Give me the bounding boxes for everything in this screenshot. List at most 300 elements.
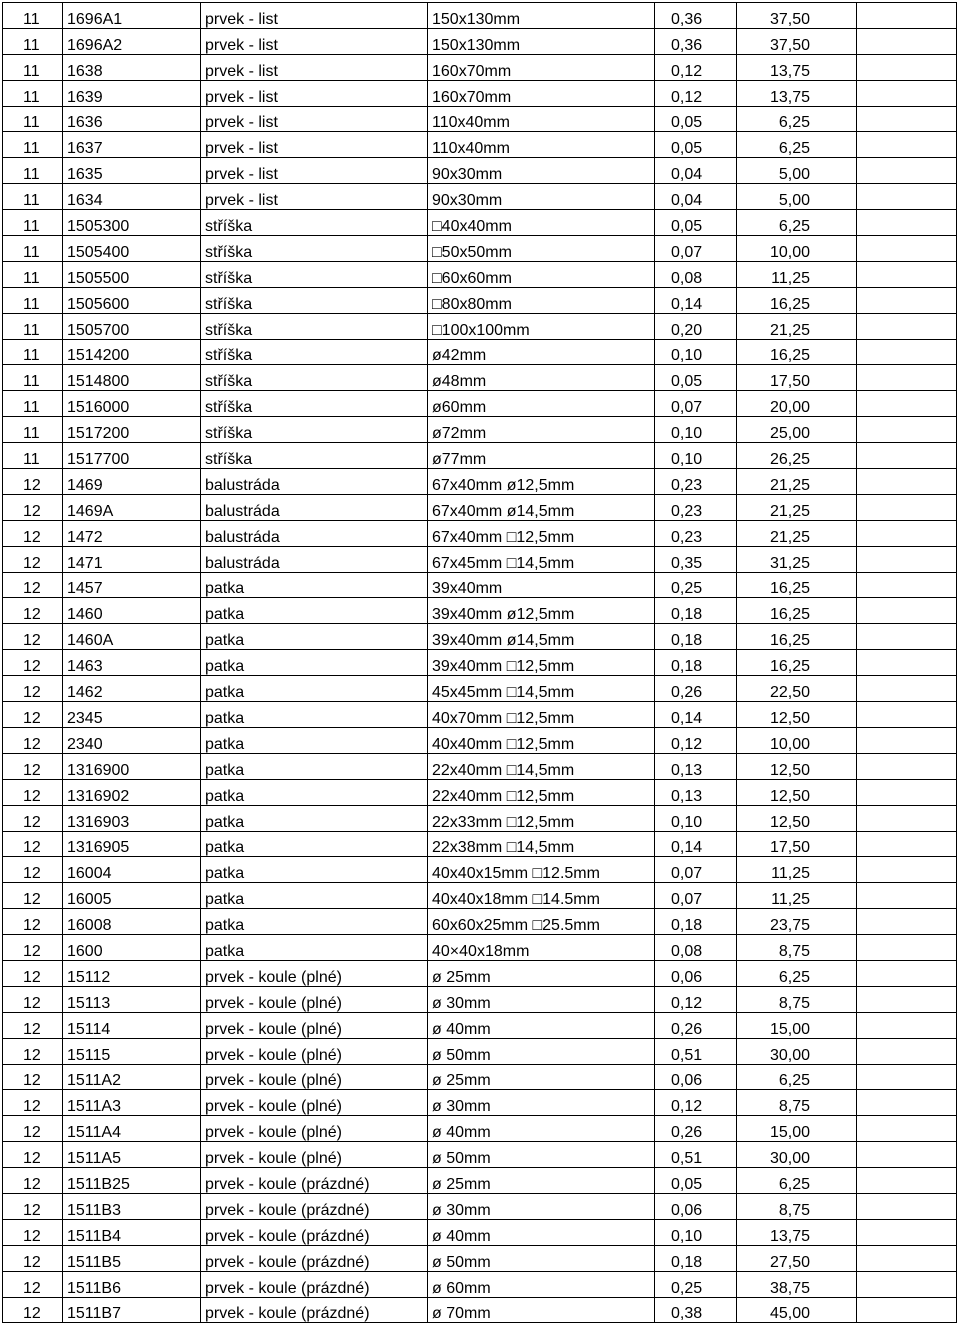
price-cell: 15,00 xyxy=(737,1116,857,1142)
code-cell: 1471 xyxy=(63,546,201,572)
table-row xyxy=(3,805,957,831)
price-cell: 16,25 xyxy=(737,598,857,624)
price-cell: 6,25 xyxy=(737,960,857,986)
empty-cell xyxy=(857,676,957,702)
empty-cell xyxy=(857,779,957,805)
name-cell: patka xyxy=(201,598,428,624)
code-cell: 1634 xyxy=(63,184,201,210)
empty-cell xyxy=(857,210,957,236)
empty-cell xyxy=(857,28,957,54)
code-cell: 1469 xyxy=(63,469,201,495)
weight-cell: 0,08 xyxy=(655,935,737,961)
name-cell: patka xyxy=(201,805,428,831)
empty-cell xyxy=(857,598,957,624)
empty-cell xyxy=(857,313,957,339)
weight-cell: 0,06 xyxy=(655,960,737,986)
group-cell: 11 xyxy=(3,365,63,391)
dimension-cell: ø 40mm xyxy=(428,1219,655,1245)
empty-cell xyxy=(857,1219,957,1245)
group-cell: 12 xyxy=(3,1142,63,1168)
group-cell: 12 xyxy=(3,546,63,572)
empty-cell xyxy=(857,909,957,935)
dimension-cell: 67x40mm ø14,5mm xyxy=(428,494,655,520)
name-cell: prvek - koule (plné) xyxy=(201,1090,428,1116)
price-cell: 10,00 xyxy=(737,236,857,262)
weight-cell: 0,26 xyxy=(655,1012,737,1038)
group-cell: 12 xyxy=(3,805,63,831)
dimension-cell: 45x45mm □14,5mm xyxy=(428,676,655,702)
table-row xyxy=(3,184,957,210)
price-cell: 21,25 xyxy=(737,469,857,495)
weight-cell: 0,12 xyxy=(655,1090,737,1116)
dimension-cell: 22x40mm □12,5mm xyxy=(428,779,655,805)
price-cell: 16,25 xyxy=(737,650,857,676)
empty-cell xyxy=(857,960,957,986)
price-cell: 11,25 xyxy=(737,261,857,287)
table-row xyxy=(3,1090,957,1116)
group-cell: 12 xyxy=(3,753,63,779)
weight-cell: 0,18 xyxy=(655,598,737,624)
name-cell: prvek - koule (plné) xyxy=(201,1064,428,1090)
price-cell: 21,25 xyxy=(737,494,857,520)
name-cell: stříška xyxy=(201,365,428,391)
code-cell: 16005 xyxy=(63,883,201,909)
group-cell: 11 xyxy=(3,236,63,262)
code-cell: 1514200 xyxy=(63,339,201,365)
name-cell: prvek - list xyxy=(201,54,428,80)
empty-cell xyxy=(857,986,957,1012)
dimension-cell: □100x100mm xyxy=(428,313,655,339)
code-cell: 1511A3 xyxy=(63,1090,201,1116)
group-cell: 12 xyxy=(3,779,63,805)
group-cell: 12 xyxy=(3,909,63,935)
name-cell: prvek - koule (prázdné) xyxy=(201,1245,428,1271)
code-cell: 1316902 xyxy=(63,779,201,805)
empty-cell xyxy=(857,1193,957,1219)
price-cell: 8,75 xyxy=(737,1193,857,1219)
name-cell: prvek - list xyxy=(201,3,428,29)
table-row xyxy=(3,106,957,132)
empty-cell xyxy=(857,624,957,650)
price-cell: 16,25 xyxy=(737,287,857,313)
price-cell: 12,50 xyxy=(737,779,857,805)
empty-cell xyxy=(857,54,957,80)
dimension-cell: ø 50mm xyxy=(428,1142,655,1168)
dimension-cell: 40x40x15mm □12.5mm xyxy=(428,857,655,883)
code-cell: 1505700 xyxy=(63,313,201,339)
price-cell: 6,25 xyxy=(737,210,857,236)
code-cell: 1472 xyxy=(63,520,201,546)
weight-cell: 0,20 xyxy=(655,313,737,339)
price-cell: 13,75 xyxy=(737,54,857,80)
code-cell: 1636 xyxy=(63,106,201,132)
weight-cell: 0,10 xyxy=(655,805,737,831)
name-cell: prvek - list xyxy=(201,28,428,54)
group-cell: 12 xyxy=(3,1245,63,1271)
table-row xyxy=(3,1193,957,1219)
group-cell: 11 xyxy=(3,106,63,132)
group-cell: 12 xyxy=(3,572,63,598)
price-cell: 45,00 xyxy=(737,1297,857,1323)
weight-cell: 0,23 xyxy=(655,494,737,520)
dimension-cell: 40x40mm □12,5mm xyxy=(428,727,655,753)
weight-cell: 0,05 xyxy=(655,210,737,236)
name-cell: patka xyxy=(201,857,428,883)
name-cell: prvek - koule (prázdné) xyxy=(201,1193,428,1219)
table-row xyxy=(3,753,957,779)
weight-cell: 0,14 xyxy=(655,287,737,313)
price-list-body xyxy=(3,3,957,1323)
table-row xyxy=(3,986,957,1012)
empty-cell xyxy=(857,572,957,598)
empty-cell xyxy=(857,443,957,469)
weight-cell: 0,04 xyxy=(655,184,737,210)
code-cell: 1505500 xyxy=(63,261,201,287)
code-cell: 1469A xyxy=(63,494,201,520)
dimension-cell: 22x33mm □12,5mm xyxy=(428,805,655,831)
price-cell: 8,75 xyxy=(737,986,857,1012)
name-cell: stříška xyxy=(201,210,428,236)
empty-cell xyxy=(857,546,957,572)
code-cell: 1638 xyxy=(63,54,201,80)
weight-cell: 0,10 xyxy=(655,443,737,469)
dimension-cell: ø42mm xyxy=(428,339,655,365)
name-cell: stříška xyxy=(201,339,428,365)
empty-cell xyxy=(857,365,957,391)
dimension-cell: 67x40mm ø12,5mm xyxy=(428,469,655,495)
dimension-cell: ø 25mm xyxy=(428,1064,655,1090)
name-cell: patka xyxy=(201,676,428,702)
table-row xyxy=(3,80,957,106)
group-cell: 12 xyxy=(3,727,63,753)
table-row xyxy=(3,909,957,935)
name-cell: prvek - koule (plné) xyxy=(201,986,428,1012)
weight-cell: 0,06 xyxy=(655,1193,737,1219)
table-row xyxy=(3,365,957,391)
table-row xyxy=(3,650,957,676)
table-row xyxy=(3,960,957,986)
table-row xyxy=(3,391,957,417)
price-cell: 37,50 xyxy=(737,3,857,29)
group-cell: 12 xyxy=(3,960,63,986)
price-cell: 6,25 xyxy=(737,1168,857,1194)
weight-cell: 0,18 xyxy=(655,624,737,650)
group-cell: 12 xyxy=(3,650,63,676)
group-cell: 11 xyxy=(3,287,63,313)
weight-cell: 0,10 xyxy=(655,339,737,365)
code-cell: 1460 xyxy=(63,598,201,624)
name-cell: patka xyxy=(201,935,428,961)
group-cell: 11 xyxy=(3,443,63,469)
price-cell: 6,25 xyxy=(737,1064,857,1090)
name-cell: patka xyxy=(201,779,428,805)
name-cell: stříška xyxy=(201,313,428,339)
group-cell: 11 xyxy=(3,3,63,29)
name-cell: prvek - koule (plné) xyxy=(201,1142,428,1168)
weight-cell: 0,36 xyxy=(655,28,737,54)
weight-cell: 0,12 xyxy=(655,80,737,106)
price-cell: 23,75 xyxy=(737,909,857,935)
weight-cell: 0,18 xyxy=(655,1245,737,1271)
empty-cell xyxy=(857,339,957,365)
table-row xyxy=(3,546,957,572)
weight-cell: 0,10 xyxy=(655,1219,737,1245)
table-row xyxy=(3,28,957,54)
price-cell: 6,25 xyxy=(737,106,857,132)
weight-cell: 0,07 xyxy=(655,391,737,417)
table-row xyxy=(3,3,957,29)
name-cell: prvek - list xyxy=(201,158,428,184)
group-cell: 12 xyxy=(3,676,63,702)
price-cell: 11,25 xyxy=(737,883,857,909)
price-cell: 30,00 xyxy=(737,1142,857,1168)
name-cell: stříška xyxy=(201,261,428,287)
weight-cell: 0,25 xyxy=(655,572,737,598)
code-cell: 1316903 xyxy=(63,805,201,831)
price-cell: 13,75 xyxy=(737,1219,857,1245)
name-cell: stříška xyxy=(201,391,428,417)
empty-cell xyxy=(857,494,957,520)
dimension-cell: 39x40mm xyxy=(428,572,655,598)
group-cell: 12 xyxy=(3,520,63,546)
weight-cell: 0,13 xyxy=(655,753,737,779)
table-row xyxy=(3,1245,957,1271)
group-cell: 12 xyxy=(3,831,63,857)
table-row xyxy=(3,313,957,339)
table-row xyxy=(3,210,957,236)
price-cell: 25,00 xyxy=(737,417,857,443)
code-cell: 1463 xyxy=(63,650,201,676)
table-row xyxy=(3,1168,957,1194)
code-cell: 1516000 xyxy=(63,391,201,417)
price-cell: 26,25 xyxy=(737,443,857,469)
table-row xyxy=(3,572,957,598)
group-cell: 12 xyxy=(3,1193,63,1219)
code-cell: 1696A2 xyxy=(63,28,201,54)
weight-cell: 0,51 xyxy=(655,1038,737,1064)
dimension-cell: 90x30mm xyxy=(428,184,655,210)
group-cell: 12 xyxy=(3,1012,63,1038)
price-cell: 16,25 xyxy=(737,624,857,650)
code-cell: 2345 xyxy=(63,702,201,728)
code-cell: 1637 xyxy=(63,132,201,158)
name-cell: prvek - koule (prázdné) xyxy=(201,1219,428,1245)
empty-cell xyxy=(857,184,957,210)
dimension-cell: ø 30mm xyxy=(428,1090,655,1116)
name-cell: prvek - koule (plné) xyxy=(201,960,428,986)
name-cell: balustráda xyxy=(201,520,428,546)
weight-cell: 0,36 xyxy=(655,3,737,29)
code-cell: 1517200 xyxy=(63,417,201,443)
dimension-cell: ø 40mm xyxy=(428,1116,655,1142)
dimension-cell: ø 40mm xyxy=(428,1012,655,1038)
group-cell: 11 xyxy=(3,210,63,236)
table-row xyxy=(3,935,957,961)
table-row xyxy=(3,598,957,624)
name-cell: patka xyxy=(201,650,428,676)
weight-cell: 0,14 xyxy=(655,831,737,857)
code-cell: 1600 xyxy=(63,935,201,961)
table-row xyxy=(3,1271,957,1297)
table-row xyxy=(3,443,957,469)
price-cell: 27,50 xyxy=(737,1245,857,1271)
name-cell: patka xyxy=(201,624,428,650)
name-cell: prvek - list xyxy=(201,132,428,158)
name-cell: patka xyxy=(201,831,428,857)
price-list-table xyxy=(2,2,957,1323)
empty-cell xyxy=(857,883,957,909)
name-cell: patka xyxy=(201,753,428,779)
group-cell: 11 xyxy=(3,54,63,80)
price-cell: 13,75 xyxy=(737,80,857,106)
dimension-cell: 67x45mm □14,5mm xyxy=(428,546,655,572)
name-cell: prvek - koule (plné) xyxy=(201,1012,428,1038)
empty-cell xyxy=(857,287,957,313)
weight-cell: 0,26 xyxy=(655,1116,737,1142)
code-cell: 1511A2 xyxy=(63,1064,201,1090)
empty-cell xyxy=(857,1116,957,1142)
group-cell: 12 xyxy=(3,702,63,728)
name-cell: balustráda xyxy=(201,546,428,572)
code-cell: 1517700 xyxy=(63,443,201,469)
empty-cell xyxy=(857,1012,957,1038)
price-cell: 31,25 xyxy=(737,546,857,572)
code-cell: 1514800 xyxy=(63,365,201,391)
dimension-cell: 40x40x18mm □14.5mm xyxy=(428,883,655,909)
price-cell: 21,25 xyxy=(737,313,857,339)
code-cell: 1511B4 xyxy=(63,1219,201,1245)
empty-cell xyxy=(857,1064,957,1090)
code-cell: 16008 xyxy=(63,909,201,935)
price-cell: 8,75 xyxy=(737,935,857,961)
weight-cell: 0,35 xyxy=(655,546,737,572)
group-cell: 12 xyxy=(3,1090,63,1116)
code-cell: 1316905 xyxy=(63,831,201,857)
price-cell: 16,25 xyxy=(737,572,857,598)
price-cell: 20,00 xyxy=(737,391,857,417)
name-cell: balustráda xyxy=(201,494,428,520)
name-cell: patka xyxy=(201,702,428,728)
dimension-cell: 40×40x18mm xyxy=(428,935,655,961)
name-cell: balustráda xyxy=(201,469,428,495)
weight-cell: 0,05 xyxy=(655,1168,737,1194)
dimension-cell: □80x80mm xyxy=(428,287,655,313)
code-cell: 1505400 xyxy=(63,236,201,262)
name-cell: stříška xyxy=(201,236,428,262)
table-row xyxy=(3,236,957,262)
group-cell: 12 xyxy=(3,1271,63,1297)
code-cell: 1505300 xyxy=(63,210,201,236)
code-cell: 15113 xyxy=(63,986,201,1012)
empty-cell xyxy=(857,935,957,961)
group-cell: 11 xyxy=(3,132,63,158)
dimension-cell: 60x60x25mm □25.5mm xyxy=(428,909,655,935)
table-row xyxy=(3,1064,957,1090)
empty-cell xyxy=(857,236,957,262)
weight-cell: 0,12 xyxy=(655,54,737,80)
dimension-cell: 110x40mm xyxy=(428,106,655,132)
table-row xyxy=(3,1116,957,1142)
dimension-cell: ø48mm xyxy=(428,365,655,391)
empty-cell xyxy=(857,1038,957,1064)
weight-cell: 0,51 xyxy=(655,1142,737,1168)
name-cell: prvek - koule (prázdné) xyxy=(201,1271,428,1297)
dimension-cell: 110x40mm xyxy=(428,132,655,158)
empty-cell xyxy=(857,805,957,831)
dimension-cell: ø 30mm xyxy=(428,986,655,1012)
name-cell: prvek - koule (prázdné) xyxy=(201,1168,428,1194)
dimension-cell: 90x30mm xyxy=(428,158,655,184)
price-cell: 17,50 xyxy=(737,365,857,391)
code-cell: 1511B3 xyxy=(63,1193,201,1219)
price-cell: 5,00 xyxy=(737,158,857,184)
table-row xyxy=(3,417,957,443)
code-cell: 1511B5 xyxy=(63,1245,201,1271)
empty-cell xyxy=(857,1142,957,1168)
group-cell: 11 xyxy=(3,158,63,184)
price-cell: 17,50 xyxy=(737,831,857,857)
dimension-cell: 22x38mm □14,5mm xyxy=(428,831,655,857)
group-cell: 12 xyxy=(3,1116,63,1142)
name-cell: prvek - koule (prázdné) xyxy=(201,1297,428,1323)
dimension-cell: 40x70mm □12,5mm xyxy=(428,702,655,728)
code-cell: 15115 xyxy=(63,1038,201,1064)
group-cell: 12 xyxy=(3,1064,63,1090)
dimension-cell: ø 60mm xyxy=(428,1271,655,1297)
group-cell: 12 xyxy=(3,1297,63,1323)
code-cell: 16004 xyxy=(63,857,201,883)
price-cell: 16,25 xyxy=(737,339,857,365)
empty-cell xyxy=(857,753,957,779)
empty-cell xyxy=(857,132,957,158)
table-row xyxy=(3,261,957,287)
dimension-cell: ø77mm xyxy=(428,443,655,469)
code-cell: 15114 xyxy=(63,1012,201,1038)
dimension-cell: ø 50mm xyxy=(428,1245,655,1271)
code-cell: 1511B7 xyxy=(63,1297,201,1323)
dimension-cell: ø60mm xyxy=(428,391,655,417)
group-cell: 12 xyxy=(3,494,63,520)
empty-cell xyxy=(857,158,957,184)
name-cell: patka xyxy=(201,883,428,909)
name-cell: patka xyxy=(201,909,428,935)
price-cell: 6,25 xyxy=(737,132,857,158)
group-cell: 11 xyxy=(3,28,63,54)
table-row xyxy=(3,831,957,857)
price-cell: 30,00 xyxy=(737,1038,857,1064)
price-cell: 38,75 xyxy=(737,1271,857,1297)
code-cell: 1457 xyxy=(63,572,201,598)
price-cell: 22,50 xyxy=(737,676,857,702)
empty-cell xyxy=(857,3,957,29)
weight-cell: 0,18 xyxy=(655,650,737,676)
code-cell: 1696A1 xyxy=(63,3,201,29)
empty-cell xyxy=(857,1090,957,1116)
table-row xyxy=(3,287,957,313)
table-row xyxy=(3,624,957,650)
table-row xyxy=(3,1038,957,1064)
weight-cell: 0,07 xyxy=(655,236,737,262)
code-cell: 1511A4 xyxy=(63,1116,201,1142)
name-cell: prvek - list xyxy=(201,184,428,210)
code-cell: 1505600 xyxy=(63,287,201,313)
dimension-cell: □40x40mm xyxy=(428,210,655,236)
code-cell: 1639 xyxy=(63,80,201,106)
weight-cell: 0,07 xyxy=(655,883,737,909)
table-row xyxy=(3,339,957,365)
price-cell: 37,50 xyxy=(737,28,857,54)
empty-cell xyxy=(857,727,957,753)
